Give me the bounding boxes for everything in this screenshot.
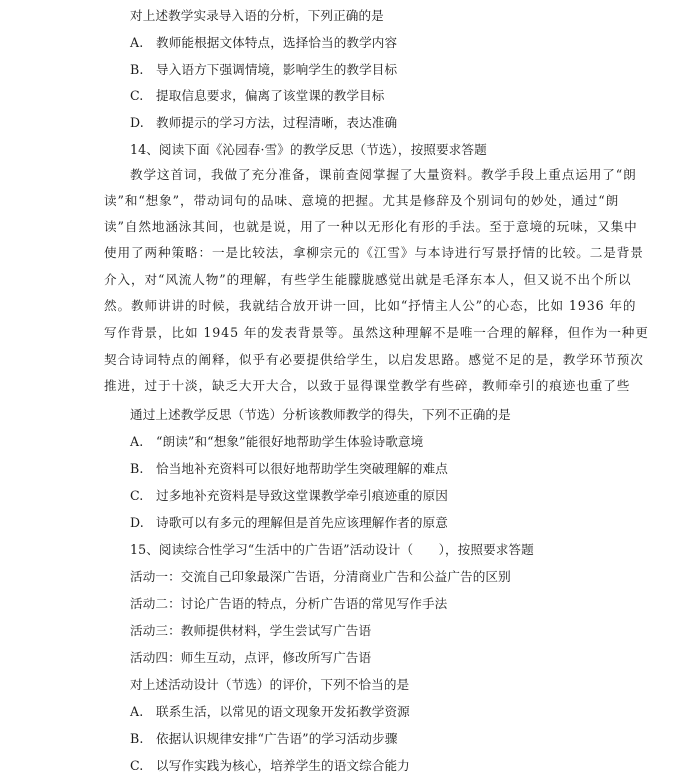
option-text: 教师能根据文体特点，选择恰当的教学内容: [156, 35, 398, 50]
q14-option-b[interactable]: [130, 461, 448, 477]
option-letter: A.: [130, 434, 144, 449]
option-letter: B.: [130, 461, 144, 476]
option-letter: C.: [130, 758, 144, 773]
passage-line: 介入，对“风流人物”的理解，有些学生能朦胧感觉出就是毛泽东本人，但又说不出个所以: [104, 272, 632, 287]
option-text: 教师提示的学习方法，过程清晰，表达准确: [156, 115, 398, 130]
passage-line: 写作背景，比如 1945 年的发表背景等。虽然这种理解不是唯一合理的解释，但作为一种更: [104, 325, 649, 340]
option-letter: B.: [130, 62, 144, 77]
passage-line: 读”自然地涵泳其间，也就是说，用了一种以无形化有形的手法。至于意境的玩味，又集中: [104, 219, 638, 234]
q15-activity-4: 活动四：师生互动，点评，修改所写广告语: [130, 650, 372, 665]
q15-activity-3: 活动三：教师提供材料，学生尝试写广告语: [130, 623, 372, 638]
q13-stem: 对上述教学实录导入语的分析，下列正确的是: [130, 8, 384, 23]
q14-sub-stem: 通过上述教学反思（节选）分析该教师教学的得失，下列不正确的是: [130, 407, 511, 422]
option-letter: B.: [130, 731, 144, 746]
option-text: 依据认识规律安排“广告语”的学习活动步骤: [156, 731, 398, 746]
passage-line: 推进，过于十淡，缺乏大开大合，以致于显得课堂教学有些碎，教师牵引的痕迹也重了些: [104, 378, 631, 393]
option-letter: D.: [130, 515, 144, 530]
option-text: 恰当地补充资料可以很好地帮助学生突破理解的难点: [156, 461, 448, 476]
option-text: 以写作实践为核心，培养学生的语文综合能力: [156, 758, 410, 773]
option-text: 诗歌可以有多元的理解但是首先应该理解作者的原意: [156, 515, 448, 530]
q13-option-b[interactable]: [130, 62, 397, 78]
option-text: “朗读”和“想象”能很好地帮助学生体验诗歌意境: [156, 434, 424, 449]
option-letter: A.: [130, 35, 144, 50]
q13-option-c[interactable]: [130, 88, 385, 104]
q15-activity-2: 活动二：讨论广告语的特点，分析广告语的常见写作手法: [130, 596, 448, 611]
q13-option-d[interactable]: [130, 115, 397, 131]
q15-sub-stem: 对上述活动设计（节选）的评价，下列不恰当的是: [130, 677, 410, 692]
passage-line: 使用了两种策略：一是比较法，拿柳宗元的《江雪》与本诗进行写景抒情的比较。二是背景: [104, 245, 644, 260]
passage-line: 读”和“想象”，带动词句的品味、意境的把握。尤其是修辞及个别词句的妙处，通过“朗: [104, 193, 620, 208]
q15-option-c[interactable]: [130, 758, 410, 774]
passage-line: 教学这首词，我做了充分准备，课前查阅掌握了大量资料。教学手段上重点运用了“朗: [130, 167, 637, 182]
option-letter: C.: [130, 488, 144, 503]
option-letter: D.: [130, 115, 144, 130]
passage-line: 然。教师讲讲的时候，我就结合放开讲一回，比如“抒情主人公”的心态，比如 1936 年的: [104, 298, 637, 313]
q15-option-a[interactable]: [130, 704, 410, 720]
q14-stem: 14、阅读下面《沁园春·雪》的教学反思（节选），按照要求答题: [130, 142, 487, 157]
option-text: 联系生活，以常见的语文现象开发拓教学资源: [156, 704, 410, 719]
q13-option-a[interactable]: [130, 35, 397, 51]
q14-option-d[interactable]: [130, 515, 448, 531]
q14-option-a[interactable]: [130, 434, 423, 450]
option-letter: A.: [130, 704, 144, 719]
q15-stem: 15、阅读综合性学习“生活中的广告语”活动设计（ ），按照要求答题: [130, 542, 534, 557]
option-text: 提取信息要求，偏离了该堂课的教学目标: [156, 88, 385, 103]
q14-option-c[interactable]: [130, 488, 448, 504]
passage-line: 契合诗词特点的阐释，似乎有必要提供给学生，以启发思路。感觉不足的是，教学环节预次: [104, 352, 644, 367]
option-text: 过多地补充资料是导致这堂课教学牵引痕迹重的原因: [156, 488, 448, 503]
q15-option-b[interactable]: [130, 731, 398, 747]
option-letter: C.: [130, 88, 144, 103]
option-text: 导入语方下强调情境，影响学生的教学目标: [156, 62, 398, 77]
q15-activity-1: 活动一：交流自己印象最深广告语，分清商业广告和公益广告的区别: [130, 569, 511, 584]
